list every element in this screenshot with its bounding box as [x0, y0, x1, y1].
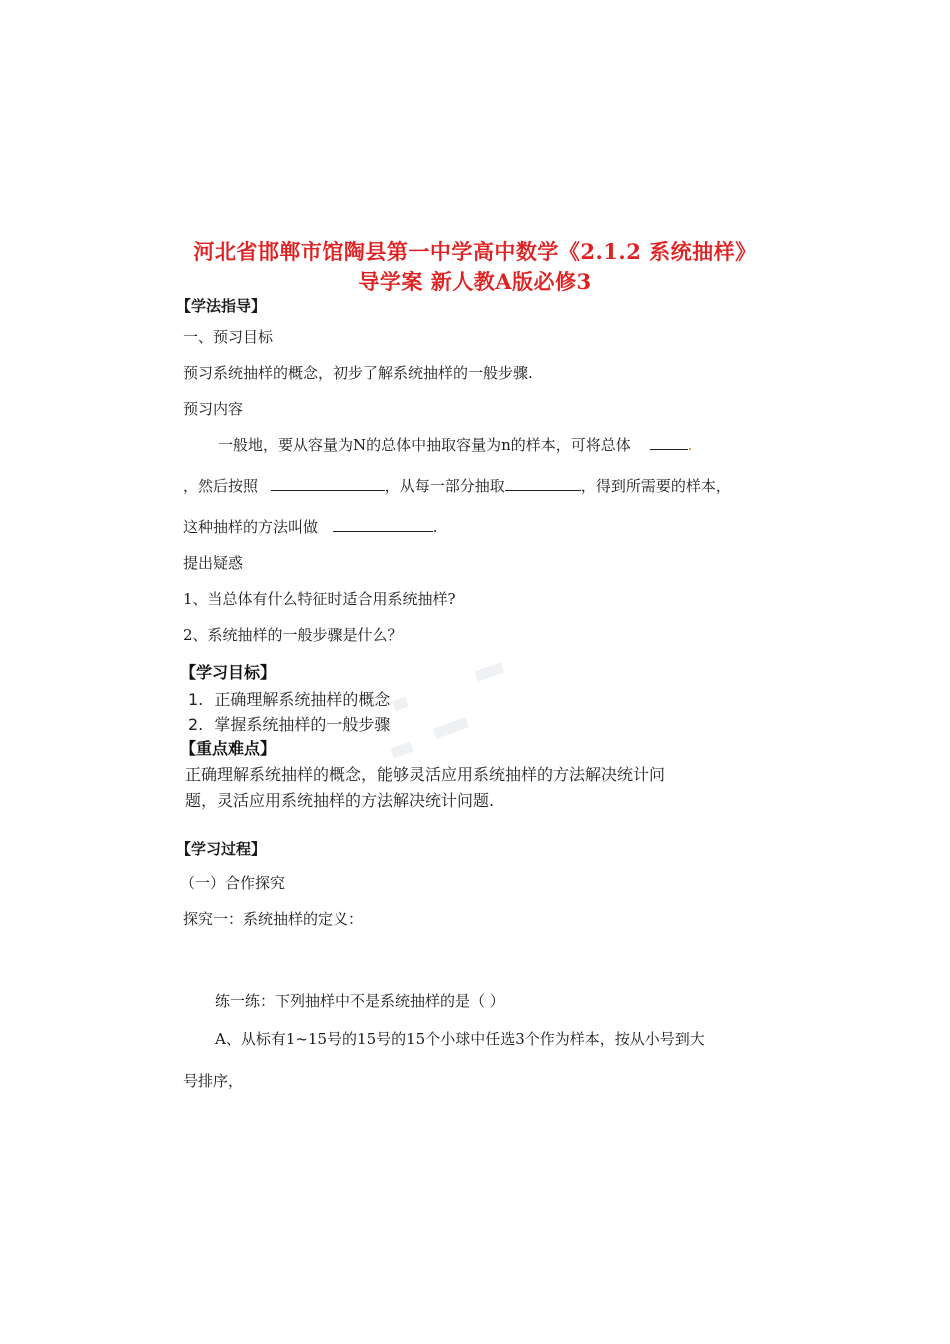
preview-content-heading: 预习内容: [183, 400, 244, 418]
answer-blank-4[interactable]: [333, 517, 433, 532]
preview-goal-text: 预习系统抽样的概念，初步了解系统抽样的一般步骤.: [183, 364, 533, 382]
fill-line3-text: 这种抽样的方法叫做: [183, 518, 319, 536]
objective-item-2-text: 掌握系统抽样的一般步骤: [214, 715, 391, 734]
watermark-mark: ▒▒▒▒: [475, 663, 505, 683]
fill-line2-start: ，然后按照: [183, 477, 259, 495]
key-points-line-2: 题，灵活应用系统抽样的方法解决统计问题.: [185, 791, 495, 810]
answer-blank-2[interactable]: [271, 476, 385, 491]
doubt-question-2: 2、系统抽样的一般步骤是什么？: [183, 626, 403, 644]
fill-line1-end: .: [687, 436, 693, 454]
cooperative-inquiry-heading: （一）合作探究: [180, 874, 286, 892]
option-a-line-2: 号排序，: [183, 1072, 244, 1090]
objective-item-1: [188, 687, 390, 710]
objective-item-1-text: 正确理解系统抽样的概念: [214, 690, 391, 709]
key-points-heading: 【重点难点】: [180, 739, 277, 758]
option-a-line-1: A、从标有1~15号的15号的15个小球中任选3个作为样本，按从小号到大: [215, 1030, 705, 1048]
watermark-mark: ▒▒▒: [390, 742, 414, 760]
section-heading-learning-process: 【学习过程】: [176, 840, 267, 858]
preview-goal-heading: 一、预习目标: [183, 328, 274, 346]
document-title-line1: 河北省邯郸市馆陶县第一中学高中数学《2.1.2 系统抽样》: [193, 239, 757, 264]
objective-item-2-number: 2.: [188, 715, 204, 734]
fill-line1-text: 一般地，要从容量为N的总体中抽取容量为n的样本，可将总体: [218, 436, 631, 454]
objective-item-1-number: 1.: [188, 690, 204, 709]
practice-question: 练一练：下列抽样中不是系统抽样的是（ ）: [215, 992, 505, 1010]
fill-in-line-2: [183, 475, 731, 496]
answer-blank-3[interactable]: [505, 476, 581, 491]
doubt-question-1: 1、当总体有什么特征时适合用系统抽样?: [183, 590, 456, 608]
fill-line3-end: .: [432, 518, 438, 536]
fill-line2-mid: ，从每一部分抽取: [384, 477, 505, 495]
watermark-mark: ▒▒: [392, 697, 410, 713]
answer-blank-1[interactable]: [650, 435, 688, 450]
fill-in-line-3: [183, 516, 438, 537]
fill-in-line-1: [218, 434, 692, 455]
document-title-line2: 导学案 新人教A版必修3: [358, 269, 592, 294]
fill-line2-end: ，得到所需要的样本，: [580, 477, 731, 495]
explore-one-heading: 探究一：系统抽样的定义：: [183, 910, 364, 928]
key-points-line-1: 正确理解系统抽样的概念，能够灵活应用系统抽样的方法解决统计问: [185, 765, 666, 784]
watermark-mark: ▒▒▒▒▒: [433, 718, 470, 740]
objectives-heading: 【学习目标】: [180, 663, 277, 682]
section-heading-study-guide: 【学法指导】: [176, 297, 267, 315]
objective-item-2: [188, 712, 390, 735]
doubts-heading: 提出疑惑: [183, 554, 244, 572]
